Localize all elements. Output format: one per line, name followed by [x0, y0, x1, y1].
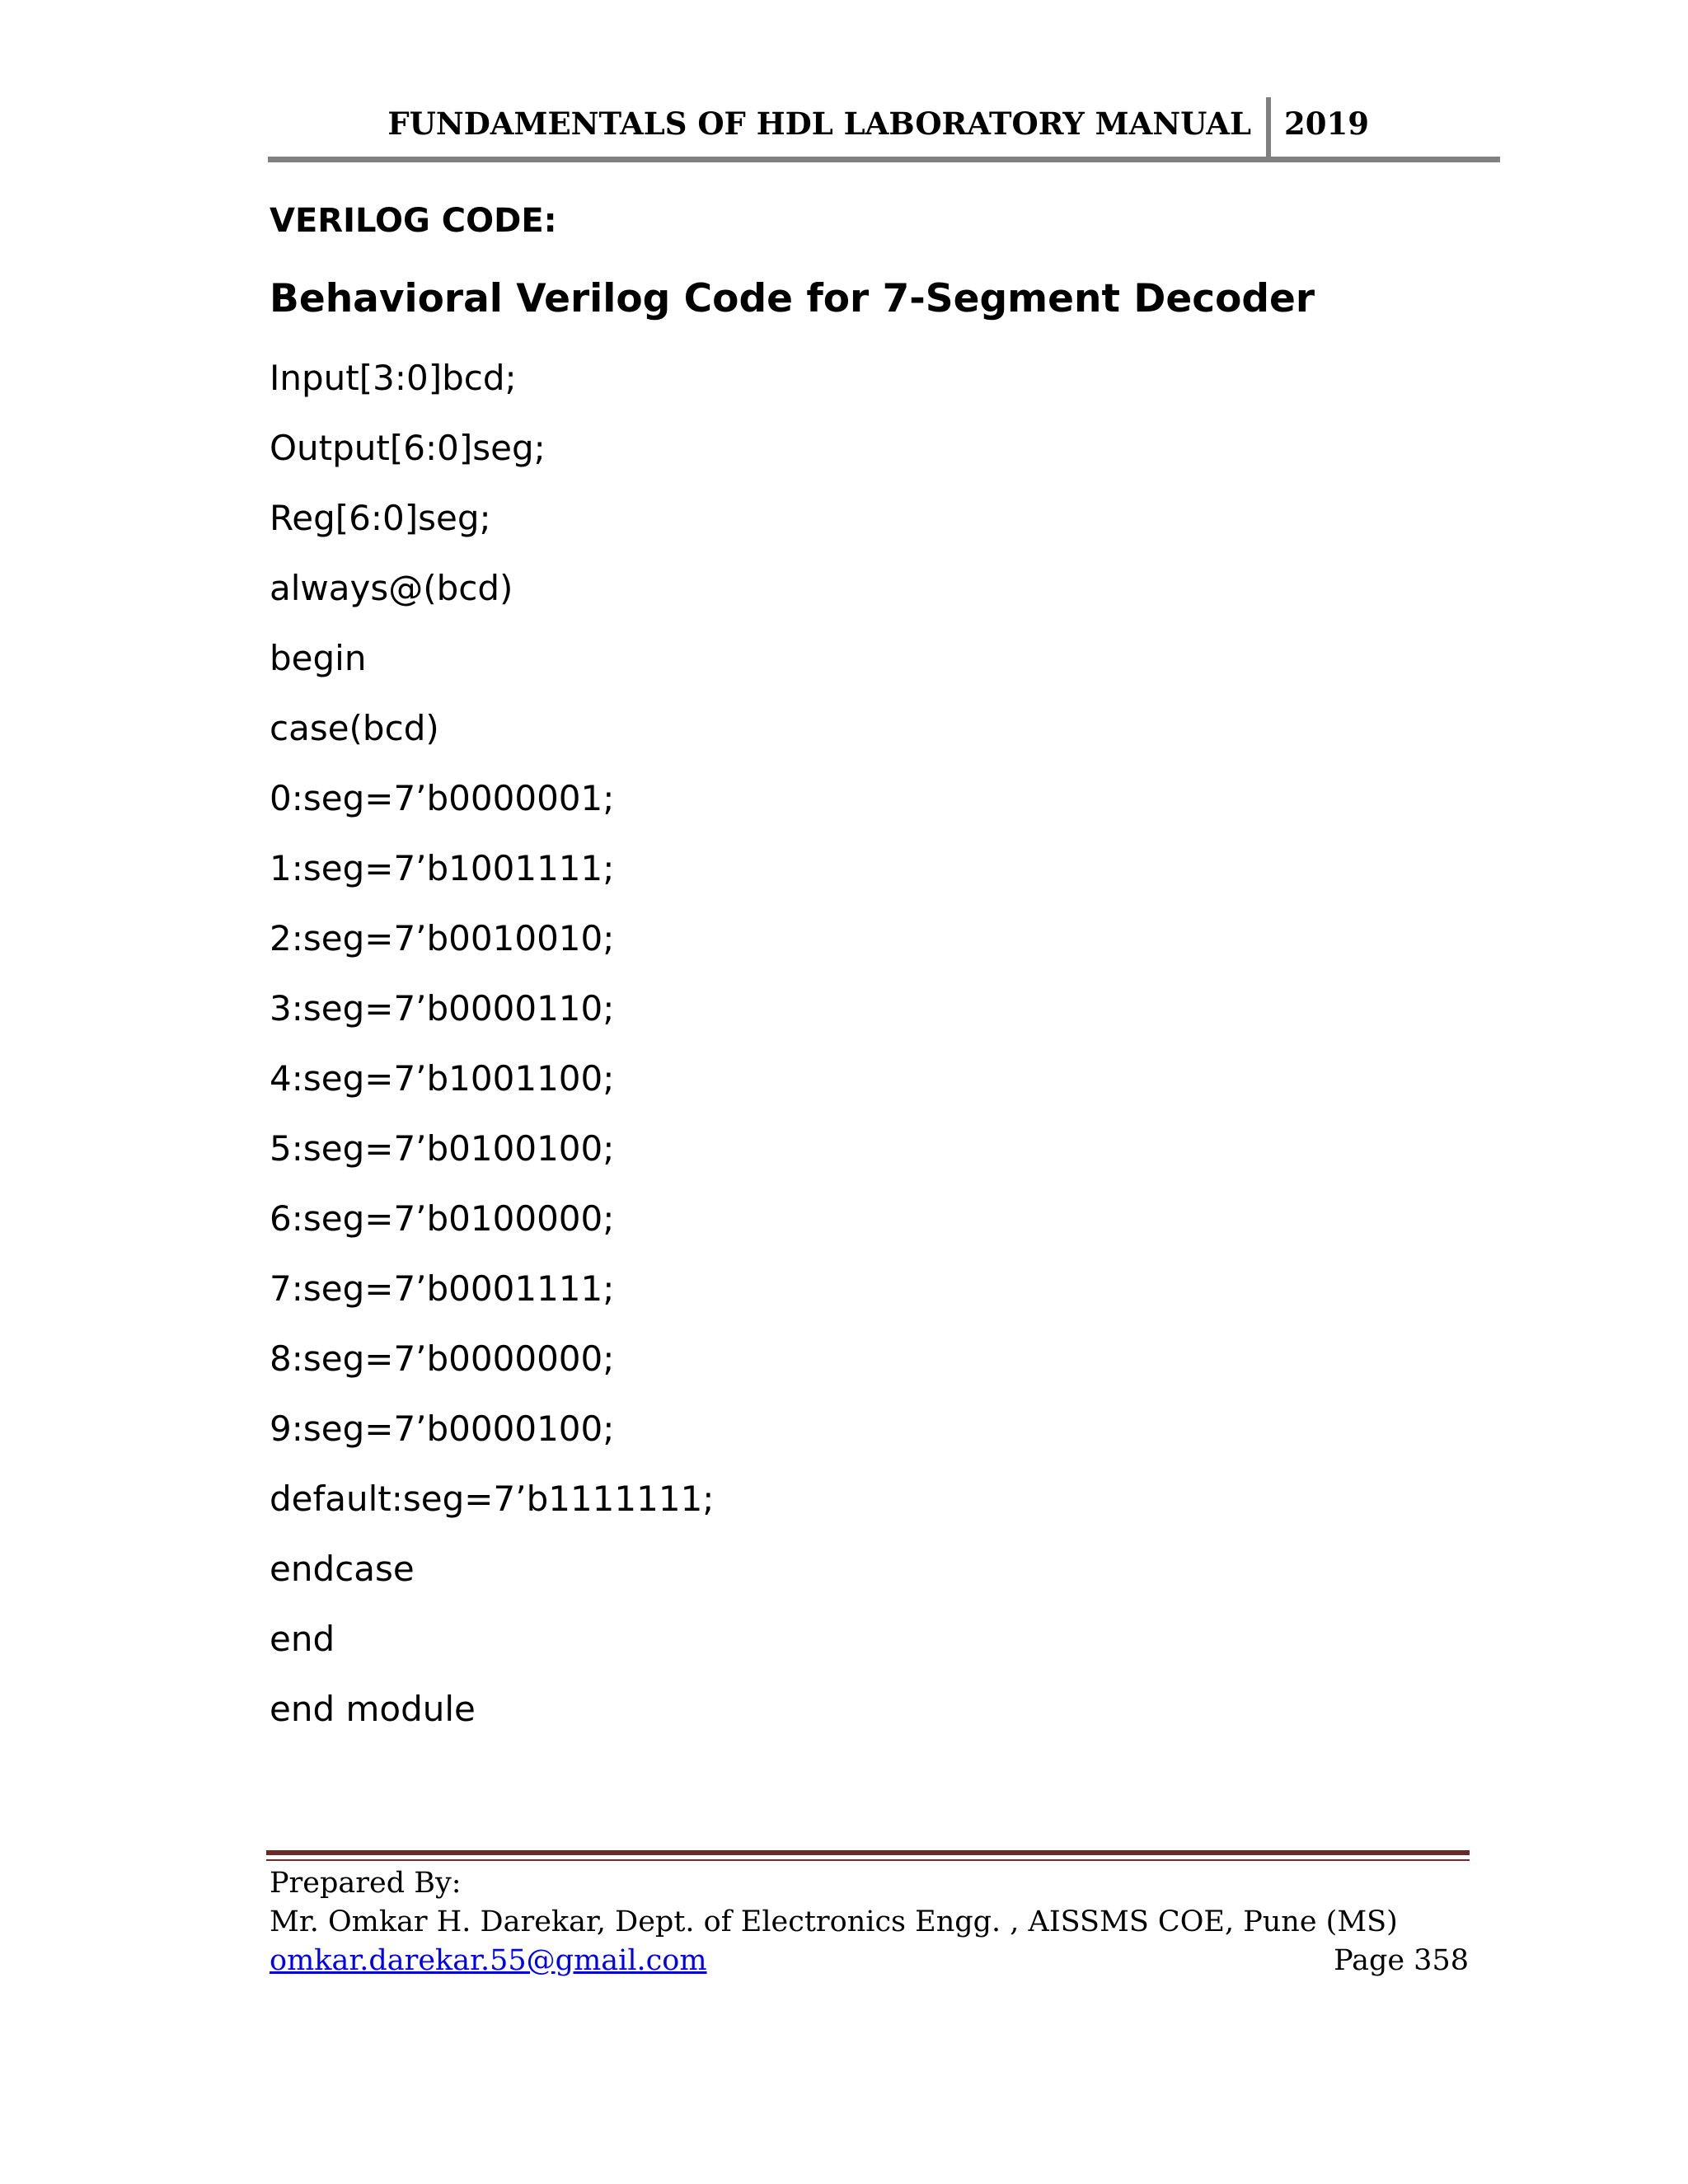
code-line: 9:seg=7’b0000100; [270, 1408, 615, 1449]
author-email-link[interactable]: omkar.darekar.55@gmail.com [270, 1944, 707, 1977]
page-footer [270, 1864, 1473, 1980]
manual-year: 2019 [1284, 105, 1369, 142]
code-line: 0:seg=7’b0000001; [270, 778, 615, 818]
code-line: Reg[6:0]seg; [270, 498, 491, 538]
code-line: 1:seg=7’b1001111; [270, 848, 615, 888]
code-line: 8:seg=7’b0000000; [270, 1338, 615, 1379]
section-label: VERILOG CODE: [270, 202, 557, 240]
header-rule [268, 157, 1500, 162]
footer-rule [266, 1850, 1470, 1855]
manual-title: FUNDAMENTALS OF HDL LABORATORY MANUAL [387, 105, 1251, 142]
code-line: end [270, 1619, 335, 1659]
code-line: 2:seg=7’b0010010; [270, 918, 615, 958]
footer-rule-thin [266, 1859, 1470, 1861]
code-line: 3:seg=7’b0000110; [270, 988, 615, 1029]
code-line: default:seg=7’b1111111; [270, 1479, 715, 1519]
code-line: Input[3:0]bcd; [270, 358, 517, 398]
code-line: end module [270, 1689, 476, 1729]
prepared-by-label: Prepared By: [270, 1867, 462, 1900]
page-number: Page 358 [1334, 1944, 1469, 1977]
code-line: endcase [270, 1549, 415, 1589]
verilog-code-block [270, 353, 714, 1754]
code-subheading: Behavioral Verilog Code for 7-Segment Decoder [270, 276, 1315, 321]
code-line: 5:seg=7’b0100100; [270, 1128, 615, 1169]
page-header [268, 97, 1504, 163]
header-divider [1266, 97, 1271, 158]
code-line: 7:seg=7’b0001111; [270, 1268, 615, 1309]
code-line: 6:seg=7’b0100000; [270, 1198, 615, 1239]
code-line: Output[6:0]seg; [270, 428, 546, 468]
code-line: 4:seg=7’b1001100; [270, 1058, 615, 1099]
code-line: always@(bcd) [270, 568, 513, 608]
author-line: Mr. Omkar H. Darekar, Dept. of Electronics Engg. , AISSMS COE, Pune (MS) [270, 1905, 1398, 1938]
code-line: begin [270, 638, 367, 678]
code-line: case(bcd) [270, 708, 439, 748]
